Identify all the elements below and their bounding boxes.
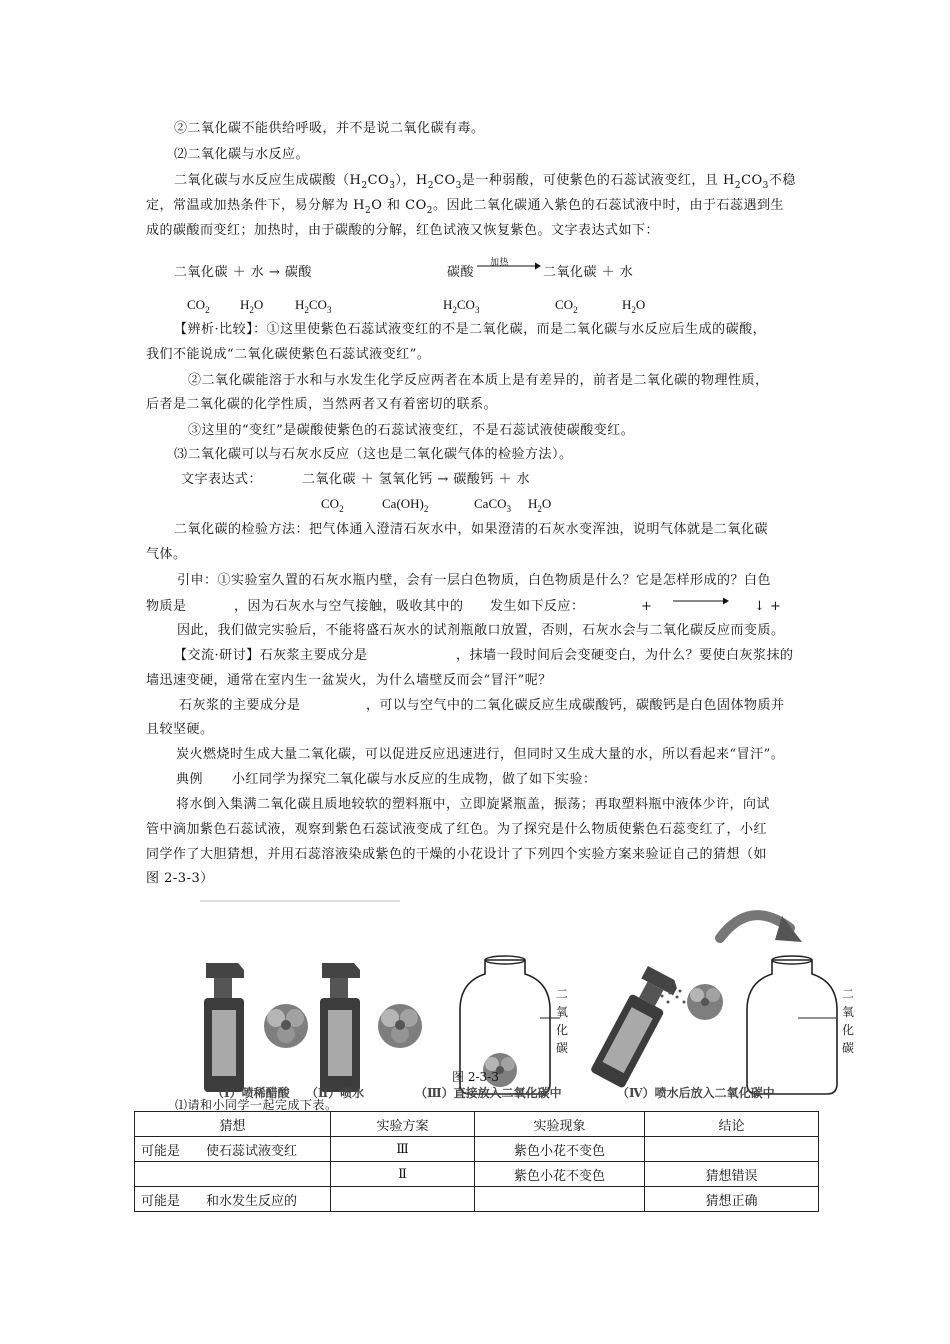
text-line: ③这里的“变红”是碳酸使紫色的石蕊试液变红，不是石蕊试液使碳酸变红。 — [188, 423, 635, 438]
text-line: 引申：①实验室久置的石灰水瓶内壁，会有一层白色物质，白色物质是什么？它是怎样形成的？白色 — [177, 573, 772, 588]
text-line: 发生如下反应： — [490, 599, 585, 614]
jar-label: 二氧化碳 — [842, 987, 855, 1055]
text-line: 同学作了大胆猜想，并用石蕊溶液染成紫色的干燥的小花设计了下列四个实验方案来验证自己的猜想（如 — [146, 847, 768, 862]
question-prompt: ⑴请和小同学一起完成下表。 — [175, 1098, 338, 1112]
text-line: ②二氧化碳能溶于水和与水发生化学反应两者在本质上是有差异的，前者是二氧化碳的物理性质， — [188, 373, 769, 388]
figure-label: （Ⅲ）直接放入二氧化碳中 — [415, 1086, 562, 1100]
section-heading: ⑵二氧化碳与水反应。 — [174, 147, 310, 162]
text-line: 定，常温或加热条件下，易分解为 $H_2O$ 和 $CO_2$。因此二氧化碳通入紫色的石蕊试液中时，由于石蕊遇到生 — [146, 198, 784, 216]
spray-bottle-icon — [590, 965, 680, 1089]
example-label: 典例 — [176, 772, 204, 787]
text-line: 气体。 — [146, 547, 187, 562]
text-line: 墙迅速变硬，通常在室内生一盆炭火，为什么墙壁反而会“冒汗”呢？ — [146, 673, 552, 688]
arrow-icon — [477, 262, 541, 270]
text-line: 将水倒入集满二氧化碳且质地较软的塑料瓶中，立即旋紧瓶盖，振荡；再取塑料瓶中液体少许，向试 — [176, 797, 771, 812]
text-line: 后者是二氧化碳的化学性质，当然两者又有着密切的联系。 — [146, 397, 498, 412]
spray-bottle-icon — [204, 963, 244, 1092]
plus-sign: + — [641, 599, 653, 614]
table-header: 实验现象 — [475, 1112, 645, 1137]
formula-h2co3: $H_2CO_3$ — [295, 297, 332, 315]
jar-label: 二氧化碳 — [556, 987, 569, 1055]
text-line: 图 2-3-3） — [146, 871, 214, 886]
table-cell — [135, 1162, 331, 1187]
table-cell — [475, 1187, 645, 1212]
table-row — [135, 1137, 819, 1162]
table-cell: 紫色小花不变色 — [475, 1162, 645, 1187]
text-line: 二氧化碳的检验方法：把气体通入澄清石灰水中，如果澄清的石灰水变浑浊，说明气体就是二氧化碳 — [174, 522, 769, 537]
formula-co2: $CO_2$ — [187, 297, 210, 315]
formula-caoh2: $Ca(OH)_2$ — [382, 496, 429, 514]
figure-label: （Ⅱ）喷水 — [306, 1086, 365, 1100]
text-line: 二氧化碳与水反应生成碳酸$(H_2CO_3)$，$H_2CO_3$是一种弱酸，可使紫色的石蕊试液变红，且 $H_2CO_3$不稳 — [174, 173, 796, 191]
text-line: 炭火燃烧时生成大量二氧化碳，可以促进反应迅速进行，但同时又生成大量的水，所以看起来“冒汗”。 — [176, 747, 785, 762]
paper-flower-icon — [264, 1004, 308, 1048]
table-header: 结论 — [645, 1112, 819, 1137]
formula-h2o: $H_2O$ — [622, 297, 646, 315]
table-cell: Ⅱ — [331, 1162, 475, 1187]
text-line: ，可以与空气中的二氧化碳反应生成碳酸钙，碳酸钙是白色固体物质并 — [366, 698, 785, 713]
table-cell: 紫色小花不变色 — [475, 1137, 645, 1162]
formula-h2o: $H_2O$ — [528, 496, 552, 514]
word-equation-left: 二氧化碳 ＋ 水 → 碳酸 — [174, 265, 312, 280]
arrow-icon — [673, 597, 729, 605]
table-cell — [331, 1187, 475, 1212]
text-line: ，因为石灰水与空气接触，吸收其中的 — [234, 599, 464, 614]
experiment-figure — [200, 898, 845, 1110]
table-header: 实验方案 — [331, 1112, 475, 1137]
table-row — [135, 1187, 819, 1212]
gas-jar-icon — [747, 956, 837, 1094]
experiment-table — [134, 1111, 819, 1212]
text-line: 文字表达式： — [181, 472, 263, 487]
text-line: ②二氧化碳不能供给呼吸，并不是说二氧化碳有毒。 — [174, 121, 485, 136]
text-line: 【交流·研讨】石灰浆主要成分是 — [174, 648, 368, 663]
table-row — [135, 1162, 819, 1187]
paper-flower-icon — [378, 1004, 422, 1048]
text-line: 我们不能说成“二氧化碳使紫色石蕊试液变红”。 — [146, 347, 431, 362]
formula-h2o: $H_2O$ — [240, 297, 264, 315]
spray-bottle-icon — [320, 963, 360, 1092]
text-line: ，抹墙一段时间后会变硬变白，为什么？要使白灰浆抹的 — [456, 648, 794, 663]
section-heading: ⑶二氧化碳可以与石灰水反应（这也是二氧化碳气体的检验方法）。 — [174, 447, 573, 462]
paper-flower-icon — [687, 984, 723, 1020]
text-line: 物质是 — [146, 599, 187, 614]
table-cell: 可能是 和水发生反应的 — [135, 1187, 331, 1212]
precipitate-sign: ↓ + — [754, 599, 782, 614]
text-line: 小红同学为探究二氧化碳与水反应的生成物，做了如下实验： — [232, 772, 597, 787]
figure-label: （Ⅰ）喷稀醋酸 — [212, 1086, 290, 1100]
text-line: 成的碳酸而变红；加热时，由于碳酸的分解，红色试液又恢复紫色。文字表达式如下： — [146, 223, 660, 238]
word-equation-right-reactant: 碳酸 — [447, 265, 475, 280]
table-cell: Ⅲ — [331, 1137, 475, 1162]
text-line: 石灰浆的主要成分是 — [179, 698, 301, 713]
curved-arrow-icon — [720, 915, 802, 942]
heat-condition: 加热 — [490, 258, 510, 268]
table-cell: 可能是 使石蕊试液变红 — [135, 1137, 331, 1162]
text-line: 【辨析·比较】：①这里使紫色石蕊试液变红的不是二氧化碳，而是二氧化碳与水反应后生成的碳酸， — [174, 322, 767, 337]
formula-co2: $CO_2$ — [555, 297, 578, 315]
text-line: 且较坚硬。 — [146, 722, 214, 737]
table-cell: 猜想正确 — [645, 1187, 819, 1212]
formula-caco3: CaCO$_3$ — [474, 496, 511, 514]
table-cell — [645, 1137, 819, 1162]
text-line: 管中滴加紫色石蕊试液，观察到紫色石蕊试液变成了红色。为了探究是什么物质使紫色石蕊变红了，小红 — [146, 822, 768, 837]
table-cell: 猜想错误 — [645, 1162, 819, 1187]
word-equation-right-products: 二氧化碳 ＋ 水 — [543, 265, 634, 280]
formula-h2co3: $H_2CO_3$ — [443, 297, 480, 315]
table-header-row — [135, 1112, 819, 1137]
word-equation: 二氧化碳 ＋ 氢氧化钙 → 碳酸钙 ＋ 水 — [302, 472, 531, 487]
figure-label: （Ⅳ）喷水后放入二氧化碳中 — [617, 1086, 775, 1100]
formula-co2: $CO_2$ — [321, 496, 344, 514]
figure-caption: 图 2-3-3 — [452, 1070, 499, 1084]
text-line: 因此，我们做完实验后，不能将盛石灰水的试剂瓶敞口放置，否则，石灰水会与二氧化碳反应而变质。 — [177, 623, 785, 638]
table-header: 猜想 — [135, 1112, 331, 1137]
